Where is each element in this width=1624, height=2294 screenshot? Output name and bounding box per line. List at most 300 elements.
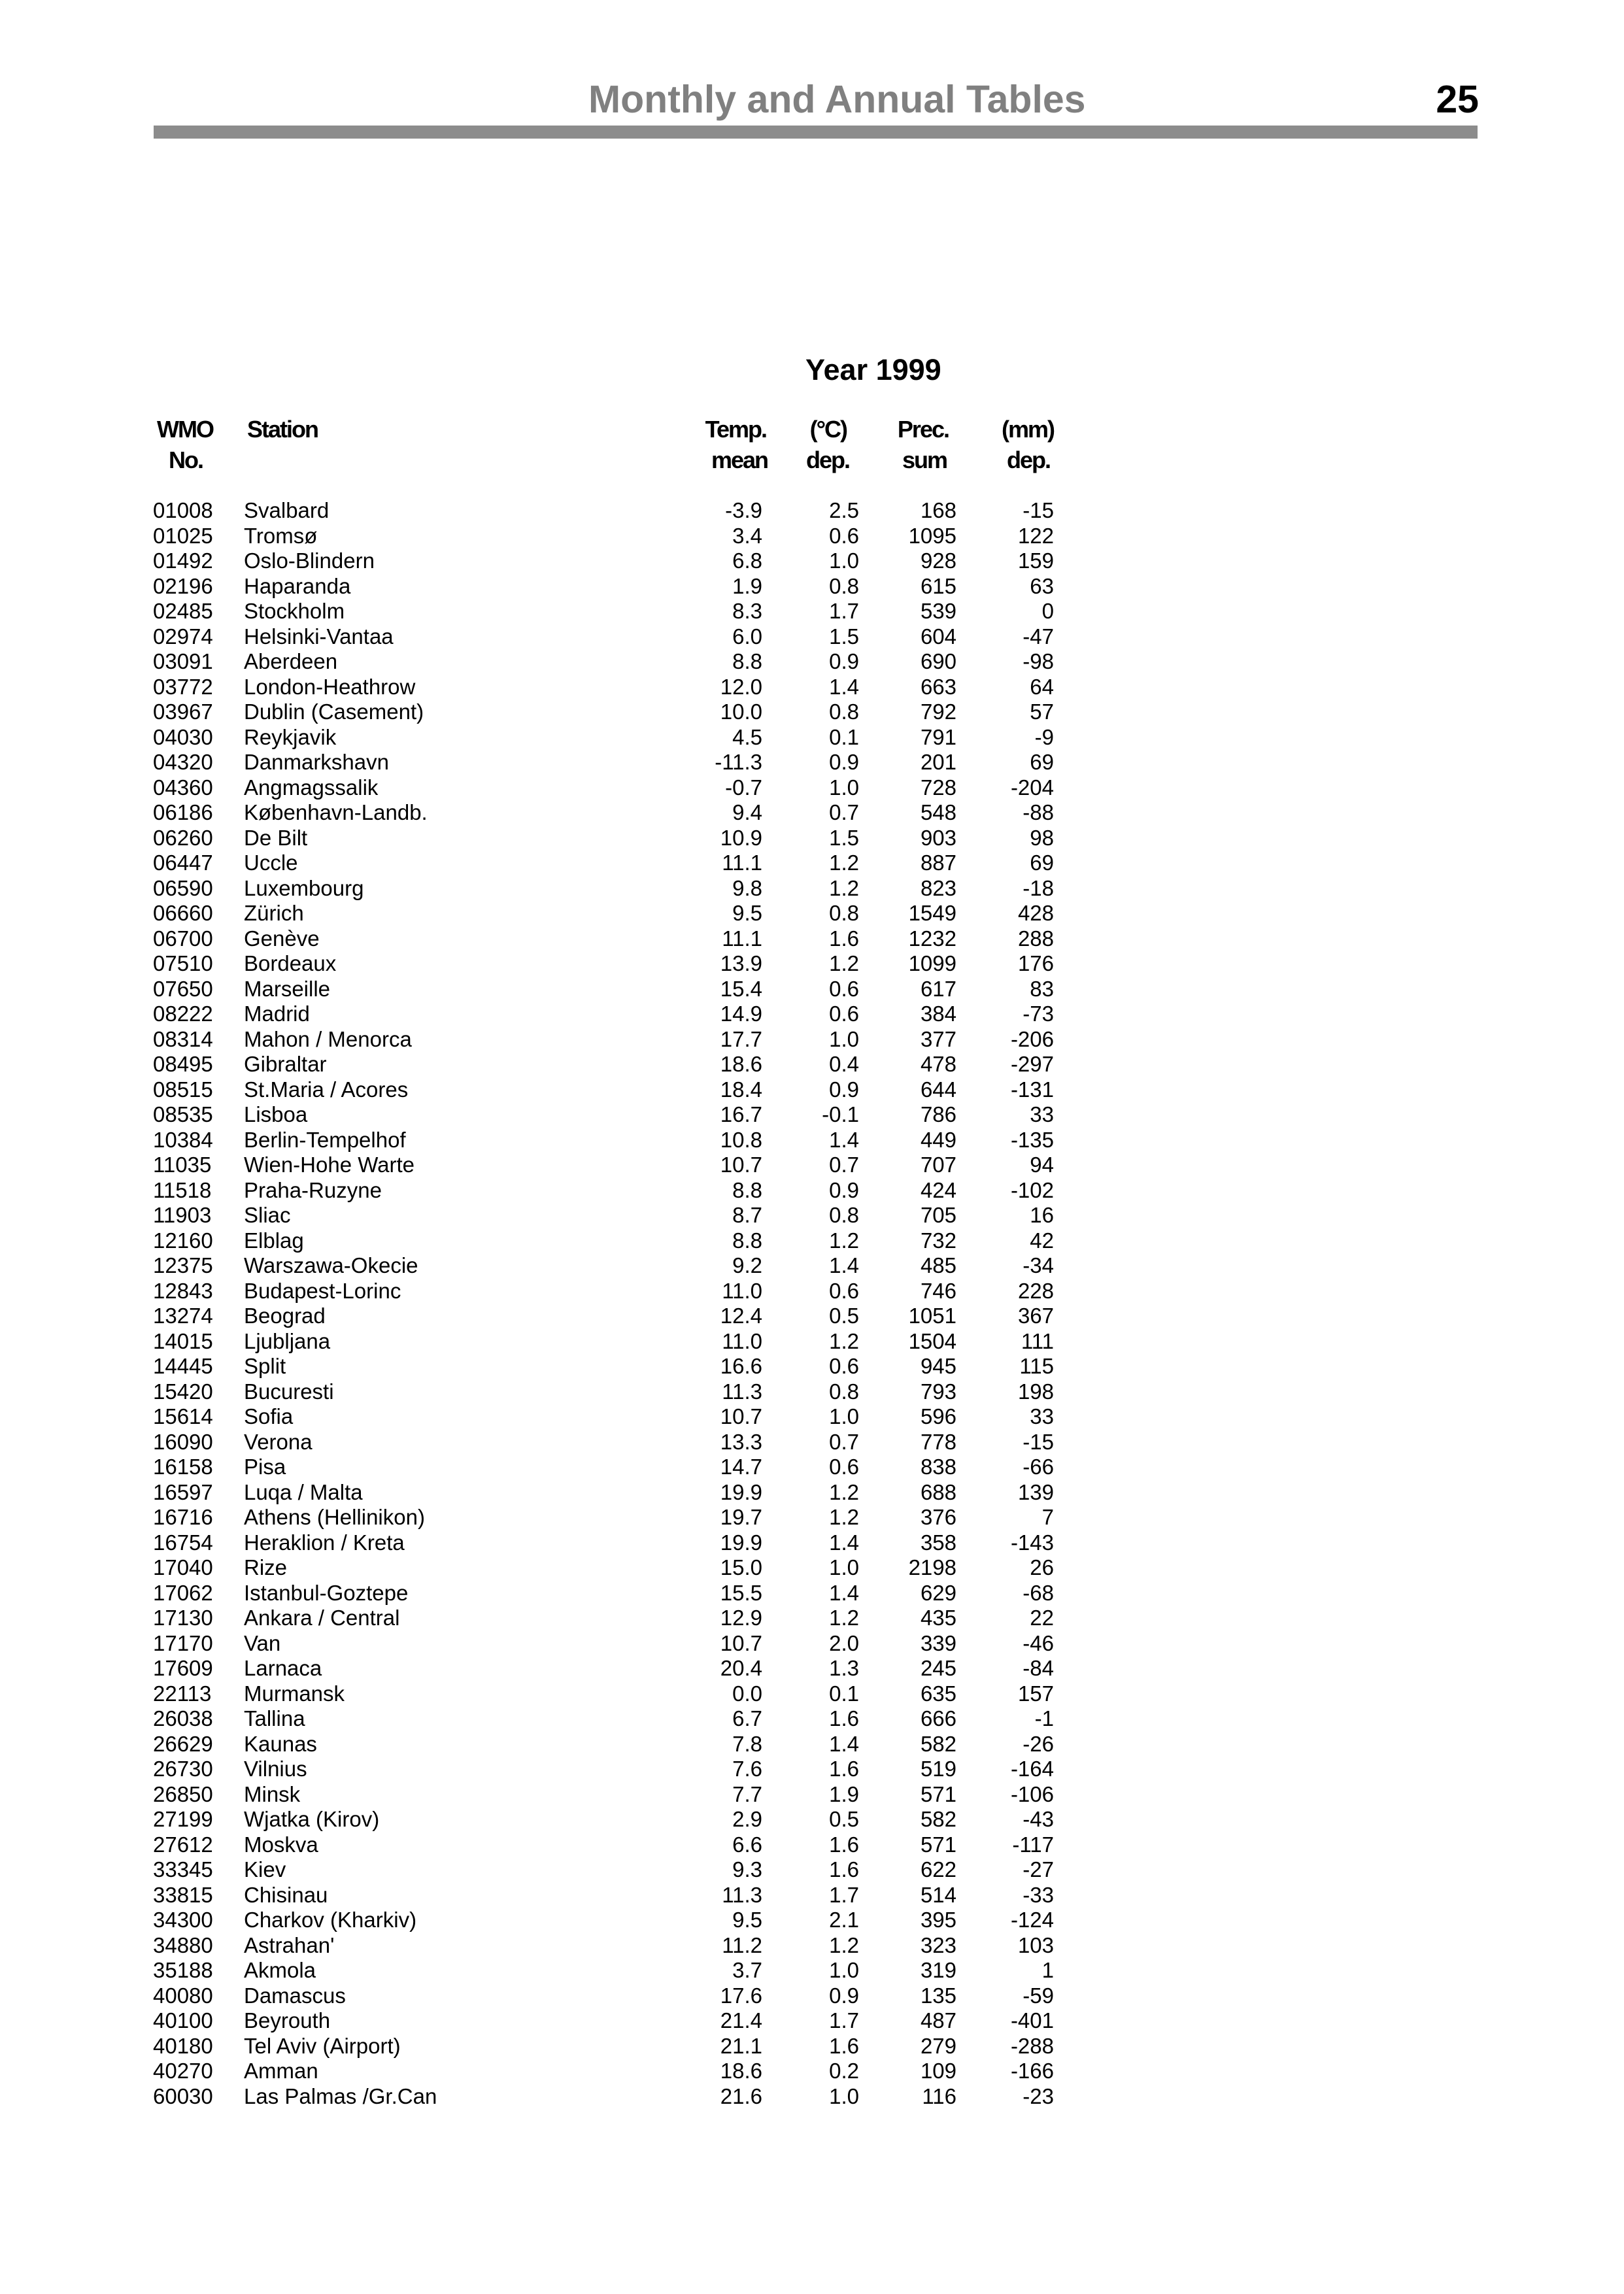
prec-dep: 83 (1030, 976, 1054, 1001)
table-row (0, 1128, 1624, 1153)
temp-dep: 0.6 (829, 1278, 859, 1303)
station-name: Chisinau (244, 1882, 328, 1907)
wmo-number: 26629 (153, 1731, 213, 1756)
table-row (0, 1581, 1624, 1606)
prec-sum: 1099 (908, 951, 956, 975)
prec-sum: 732 (920, 1228, 956, 1253)
header-rule (154, 126, 1478, 139)
wmo-number: 06260 (153, 825, 213, 850)
temp-mean: 3.4 (732, 523, 762, 548)
wmo-number: 07510 (153, 951, 213, 975)
station-name: Svalbard (244, 498, 330, 522)
temp-mean: 7.6 (732, 1757, 762, 1781)
temp-dep: 0.6 (829, 1354, 859, 1378)
prec-sum: 635 (920, 1681, 956, 1706)
table-row (0, 951, 1624, 977)
prec-dep: -34 (1023, 1253, 1054, 1277)
prec-dep: 198 (1017, 1379, 1054, 1404)
prec-dep: -297 (1010, 1052, 1054, 1076)
header-wmo: WMO (157, 416, 213, 443)
prec-dep: -43 (1023, 1807, 1054, 1831)
prec-dep: -131 (1010, 1077, 1054, 1102)
temp-mean: 16.7 (720, 1102, 762, 1126)
temp-dep: 0.9 (829, 750, 859, 774)
temp-dep: 0.8 (829, 1203, 859, 1227)
temp-mean: 18.6 (720, 2059, 762, 2083)
table-row (0, 1430, 1624, 1455)
table-row (0, 1908, 1624, 1933)
temp-dep: 1.5 (829, 624, 859, 649)
temp-mean: 21.6 (720, 2083, 762, 2108)
prec-sum: 395 (920, 1908, 956, 1932)
temp-mean: 21.1 (720, 2033, 762, 2058)
temp-dep: 0.5 (829, 1304, 859, 1328)
header-prec: Prec. (897, 416, 949, 443)
table-row (0, 775, 1624, 801)
temp-mean: 10.7 (720, 1404, 762, 1428)
wmo-number: 08515 (153, 1077, 213, 1102)
prec-dep: -15 (1023, 1429, 1054, 1454)
table-row (0, 1681, 1624, 1707)
station-name: Haparanda (244, 573, 351, 598)
prec-sum: 778 (920, 1429, 956, 1454)
station-name: Zürich (244, 901, 304, 925)
station-name: Split (244, 1354, 286, 1378)
table-row (0, 1304, 1624, 1329)
temp-dep: 0.1 (829, 1681, 859, 1706)
prec-dep: -166 (1010, 2059, 1054, 2083)
prec-dep: -143 (1010, 1530, 1054, 1555)
temp-dep: 1.3 (829, 1656, 859, 1680)
wmo-number: 40100 (153, 2008, 213, 2033)
header-temp-dep: dep. (805, 447, 849, 473)
prec-dep: -73 (1023, 1002, 1054, 1026)
temp-mean: 9.5 (732, 1908, 762, 1932)
wmo-number: 33345 (153, 1857, 213, 1881)
prec-sum: 582 (920, 1731, 956, 1756)
temp-dep: 0.9 (829, 649, 859, 673)
table-row (0, 1329, 1624, 1355)
prec-sum: 487 (920, 2008, 956, 2033)
temp-mean: 19.9 (720, 1530, 762, 1555)
year-title: Year 1999 (805, 353, 941, 386)
temp-mean: 10.8 (720, 1127, 762, 1152)
station-name: Lisboa (244, 1102, 308, 1126)
station-name: St.Maria / Acores (244, 1077, 409, 1102)
wmo-number: 12375 (153, 1253, 213, 1277)
wmo-number: 16090 (153, 1429, 213, 1454)
temp-mean: 16.6 (720, 1354, 762, 1378)
prec-sum: 615 (920, 573, 956, 598)
temp-dep: 0.6 (829, 1455, 859, 1479)
temp-mean: 19.7 (720, 1505, 762, 1529)
prec-dep: -164 (1010, 1757, 1054, 1781)
table-row (0, 1857, 1624, 1883)
prec-sum: 1051 (908, 1304, 956, 1328)
prec-sum: 705 (920, 1203, 956, 1227)
wmo-number: 15420 (153, 1379, 213, 1404)
station-name: Ljubljana (244, 1328, 331, 1353)
prec-dep: -206 (1010, 1026, 1054, 1051)
temp-dep: 1.0 (829, 1555, 859, 1579)
station-name: Uccle (244, 851, 298, 875)
temp-dep: 1.2 (829, 1606, 859, 1630)
table-row (0, 1178, 1624, 1204)
station-name: Madrid (244, 1002, 310, 1026)
station-name: London-Heathrow (244, 674, 416, 699)
station-name: Akmola (244, 1958, 316, 1982)
table-row (0, 725, 1624, 751)
table-row (0, 876, 1624, 902)
temp-mean: 9.4 (732, 800, 762, 824)
station-name: Dublin (Casement) (244, 700, 424, 724)
temp-dep: 0.9 (829, 1983, 859, 2008)
temp-dep: 0.8 (829, 1379, 859, 1404)
wmo-number: 08314 (153, 1026, 213, 1051)
prec-dep: -15 (1023, 498, 1054, 522)
station-name: Beograd (244, 1304, 326, 1328)
wmo-number: 60030 (153, 2083, 213, 2108)
temp-dep: 1.7 (829, 2008, 859, 2033)
prec-dep: -66 (1023, 1455, 1054, 1479)
prec-dep: -124 (1010, 1908, 1054, 1932)
prec-sum: 791 (920, 724, 956, 749)
table-row (0, 1354, 1624, 1379)
prec-dep: 1 (1041, 1958, 1054, 1982)
prec-sum: 928 (920, 548, 956, 573)
station-name: Murmansk (244, 1681, 345, 1706)
station-name: Praha-Ruzyne (244, 1177, 382, 1202)
temp-mean: 6.0 (732, 624, 762, 649)
prec-dep: 103 (1017, 1932, 1054, 1957)
prec-dep: -68 (1023, 1580, 1054, 1605)
temp-dep: 1.2 (829, 1932, 859, 1957)
table-row (0, 1933, 1624, 1959)
station-name: Angmagssalik (244, 775, 379, 800)
table-row (0, 624, 1624, 650)
temp-mean: 11.3 (722, 1379, 762, 1404)
prec-sum: 617 (920, 976, 956, 1001)
table-row (0, 1656, 1624, 1681)
prec-sum: 644 (920, 1077, 956, 1102)
temp-dep: 0.9 (829, 1177, 859, 1202)
wmo-number: 16716 (153, 1505, 213, 1529)
prec-sum: 629 (920, 1580, 956, 1605)
temp-mean: 11.1 (722, 851, 762, 875)
wmo-number: 06590 (153, 875, 213, 900)
prec-dep: -84 (1023, 1656, 1054, 1680)
wmo-number: 16597 (153, 1479, 213, 1504)
wmo-number: 11035 (153, 1153, 212, 1177)
prec-dep: -47 (1023, 624, 1054, 649)
station-name: Luxembourg (244, 875, 364, 900)
wmo-number: 02485 (153, 599, 213, 623)
temp-mean: 10.7 (720, 1630, 762, 1655)
temp-dep: 0.7 (829, 800, 859, 824)
prec-dep: -59 (1023, 1983, 1054, 2008)
prec-dep: 122 (1017, 523, 1054, 548)
station-name: Luqa / Malta (244, 1479, 363, 1504)
table-row (0, 548, 1624, 574)
wmo-number: 14445 (153, 1354, 213, 1378)
wmo-number: 04030 (153, 724, 213, 749)
prec-dep: -9 (1034, 724, 1054, 749)
temp-dep: 1.0 (829, 775, 859, 800)
station-name: Bucuresti (244, 1379, 334, 1404)
prec-sum: 435 (920, 1606, 956, 1630)
table-row (0, 750, 1624, 775)
temp-mean: 17.6 (720, 1983, 762, 2008)
prec-sum: 793 (920, 1379, 956, 1404)
temp-dep: 1.2 (829, 1228, 859, 1253)
prec-sum: 838 (920, 1455, 956, 1479)
temp-mean: 6.6 (732, 1832, 762, 1857)
station-name: Wien-Hohe Warte (244, 1153, 415, 1177)
table-row (0, 1253, 1624, 1279)
temp-dep: 0.6 (829, 523, 859, 548)
temp-dep: 1.4 (829, 1127, 859, 1152)
table-row (0, 2034, 1624, 2059)
temp-dep: 0.8 (829, 700, 859, 724)
temp-mean: 17.7 (720, 1026, 762, 1051)
station-name: Rize (244, 1555, 288, 1579)
prec-sum: 746 (920, 1278, 956, 1303)
wmo-number: 03967 (153, 700, 213, 724)
prec-dep: -33 (1023, 1882, 1054, 1907)
table-row (0, 1404, 1624, 1430)
prec-dep: 176 (1017, 951, 1054, 975)
header-mean: mean (711, 447, 768, 473)
prec-sum: 485 (920, 1253, 956, 1277)
temp-mean: 8.8 (732, 1177, 762, 1202)
prec-dep: -117 (1012, 1832, 1054, 1857)
station-name: Sliac (244, 1203, 291, 1227)
prec-sum: 377 (920, 1026, 956, 1051)
temp-dep: 0.8 (829, 573, 859, 598)
temp-dep: 2.0 (829, 1630, 859, 1655)
table-row (0, 1379, 1624, 1405)
prec-dep: -46 (1023, 1630, 1054, 1655)
prec-dep: 98 (1030, 825, 1054, 850)
prec-sum: 571 (920, 1781, 956, 1806)
temp-mean: 15.4 (720, 976, 762, 1001)
prec-sum: 1504 (908, 1328, 956, 1353)
prec-sum: 323 (920, 1932, 956, 1957)
wmo-number: 11903 (153, 1203, 212, 1227)
prec-sum: 1095 (908, 523, 956, 548)
wmo-number: 08495 (153, 1052, 213, 1076)
prec-dep: 428 (1017, 901, 1054, 925)
header-prec-unit: (mm) (1002, 416, 1054, 443)
prec-dep: -98 (1023, 649, 1054, 673)
prec-sum: 2198 (908, 1555, 956, 1579)
wmo-number: 17609 (153, 1656, 213, 1680)
wmo-number: 06700 (153, 926, 213, 951)
prec-dep: -26 (1023, 1731, 1054, 1756)
temp-mean: 19.9 (720, 1479, 762, 1504)
wmo-number: 35188 (153, 1958, 213, 1982)
temp-dep: 1.4 (829, 1731, 859, 1756)
wmo-number: 40180 (153, 2033, 213, 2058)
temp-mean: 8.3 (732, 599, 762, 623)
station-name: Elblag (244, 1228, 304, 1253)
station-name: Damascus (244, 1983, 346, 2008)
temp-mean: 1.9 (732, 573, 762, 598)
station-name: Tallina (244, 1706, 305, 1730)
prec-sum: 887 (920, 851, 956, 875)
wmo-number: 34880 (153, 1932, 213, 1957)
table-row (0, 1631, 1624, 1657)
wmo-number: 03091 (153, 649, 213, 673)
wmo-number: 04360 (153, 775, 213, 800)
prec-dep: -23 (1023, 2083, 1054, 2108)
table-row (0, 2059, 1624, 2084)
temp-dep: 1.6 (829, 1857, 859, 1881)
temp-mean: 0.0 (732, 1681, 762, 1706)
wmo-number: 03772 (153, 674, 213, 699)
temp-dep: 1.6 (829, 926, 859, 951)
table-row (0, 2008, 1624, 2034)
temp-dep: 1.4 (829, 674, 859, 699)
table-row (0, 1279, 1624, 1304)
prec-sum: 707 (920, 1153, 956, 1177)
prec-sum: 728 (920, 775, 956, 800)
prec-sum: 823 (920, 875, 956, 900)
station-name: Verona (244, 1429, 313, 1454)
temp-mean: 18.6 (720, 1052, 762, 1076)
temp-dep: 1.6 (829, 1832, 859, 1857)
temp-dep: 0.9 (829, 1077, 859, 1102)
prec-sum: 519 (920, 1757, 956, 1781)
prec-dep: 367 (1017, 1304, 1054, 1328)
wmo-number: 13274 (153, 1304, 213, 1328)
prec-sum: 792 (920, 700, 956, 724)
prec-dep: -88 (1023, 800, 1054, 824)
temp-mean: 6.7 (732, 1706, 762, 1730)
temp-mean: 10.7 (720, 1153, 762, 1177)
station-name: Helsinki-Vantaa (244, 624, 394, 649)
wmo-number: 17062 (153, 1580, 213, 1605)
prec-dep: -204 (1010, 775, 1054, 800)
wmo-number: 02974 (153, 624, 213, 649)
temp-dep: 1.2 (829, 875, 859, 900)
temp-dep: 2.5 (829, 498, 859, 522)
wmo-number: 12160 (153, 1228, 213, 1253)
station-name: Danmarkshavn (244, 750, 389, 774)
wmo-number: 34300 (153, 1908, 213, 1932)
temp-mean: 7.8 (732, 1731, 762, 1756)
temp-mean: 11.0 (722, 1278, 762, 1303)
station-name: Warszawa-Okecie (244, 1253, 418, 1277)
wmo-number: 40270 (153, 2059, 213, 2083)
header-temp-unit: (°C) (809, 416, 847, 443)
prec-dep: 22 (1030, 1606, 1054, 1630)
temp-dep: 1.2 (829, 1479, 859, 1504)
temp-mean: 10.0 (720, 700, 762, 724)
table-row (0, 1732, 1624, 1757)
wmo-number: 04320 (153, 750, 213, 774)
station-name: Beyrouth (244, 2008, 331, 2033)
header-station: Station (247, 416, 318, 443)
wmo-number: 08222 (153, 1002, 213, 1026)
station-name: Bordeaux (244, 951, 337, 975)
prec-dep: 288 (1017, 926, 1054, 951)
temp-mean: 9.8 (732, 875, 762, 900)
temp-mean: -11.3 (715, 750, 762, 774)
station-name: Amman (244, 2059, 318, 2083)
table-row (0, 649, 1624, 675)
table-row (0, 498, 1624, 524)
temp-mean: 9.5 (732, 901, 762, 925)
prec-sum: 666 (920, 1706, 956, 1730)
table-row (0, 1706, 1624, 1732)
prec-sum: 663 (920, 674, 956, 699)
wmo-number: 12843 (153, 1278, 213, 1303)
temp-mean: -0.7 (725, 775, 762, 800)
wmo-number: 17040 (153, 1555, 213, 1579)
prec-sum: 596 (920, 1404, 956, 1428)
station-name: Mahon / Menorca (244, 1026, 412, 1051)
wmo-number: 08535 (153, 1102, 213, 1126)
prec-dep: -102 (1010, 1177, 1054, 1202)
prec-sum: 539 (920, 599, 956, 623)
table-row (0, 574, 1624, 599)
temp-mean: 10.9 (720, 825, 762, 850)
temp-dep: 0.7 (829, 1429, 859, 1454)
wmo-number: 01025 (153, 523, 213, 548)
station-name: Pisa (244, 1455, 286, 1479)
prec-sum: 1232 (908, 926, 956, 951)
station-name: København-Landb. (244, 800, 428, 824)
station-name: Marseille (244, 976, 331, 1001)
prec-sum: 514 (920, 1882, 956, 1907)
temp-dep: 1.4 (829, 1530, 859, 1555)
temp-mean: 18.4 (720, 1077, 762, 1102)
table-row (0, 1153, 1624, 1178)
station-name: Moskva (244, 1832, 318, 1857)
wmo-number: 33815 (153, 1882, 213, 1907)
temp-mean: 12.9 (720, 1606, 762, 1630)
temp-dep: 1.0 (829, 548, 859, 573)
temp-dep: 0.7 (829, 1153, 859, 1177)
table-row (0, 1455, 1624, 1480)
station-name: Gibraltar (244, 1052, 327, 1076)
temp-dep: 1.0 (829, 2083, 859, 2108)
table-row (0, 901, 1624, 926)
prec-dep: 26 (1030, 1555, 1054, 1579)
temp-mean: 12.0 (720, 674, 762, 699)
temp-dep: 0.2 (829, 2059, 859, 2083)
prec-sum: 279 (920, 2033, 956, 2058)
table-row (0, 1983, 1624, 2009)
temp-mean: 13.3 (720, 1429, 762, 1454)
prec-dep: 33 (1030, 1404, 1054, 1428)
prec-sum: 945 (920, 1354, 956, 1378)
station-name: Heraklion / Kreta (244, 1530, 405, 1555)
station-name: Reykjavik (244, 724, 337, 749)
temp-mean: 13.9 (720, 951, 762, 975)
wmo-number: 07650 (153, 976, 213, 1001)
prec-sum: 135 (920, 1983, 956, 2008)
wmo-number: 26850 (153, 1781, 213, 1806)
wmo-number: 06447 (153, 851, 213, 875)
temp-mean: 3.7 (732, 1958, 762, 1982)
table-row (0, 1832, 1624, 1858)
station-name: Oslo-Blindern (244, 548, 375, 573)
prec-sum: 604 (920, 624, 956, 649)
prec-dep: 228 (1017, 1278, 1054, 1303)
station-name: Athens (Hellinikon) (244, 1505, 425, 1529)
